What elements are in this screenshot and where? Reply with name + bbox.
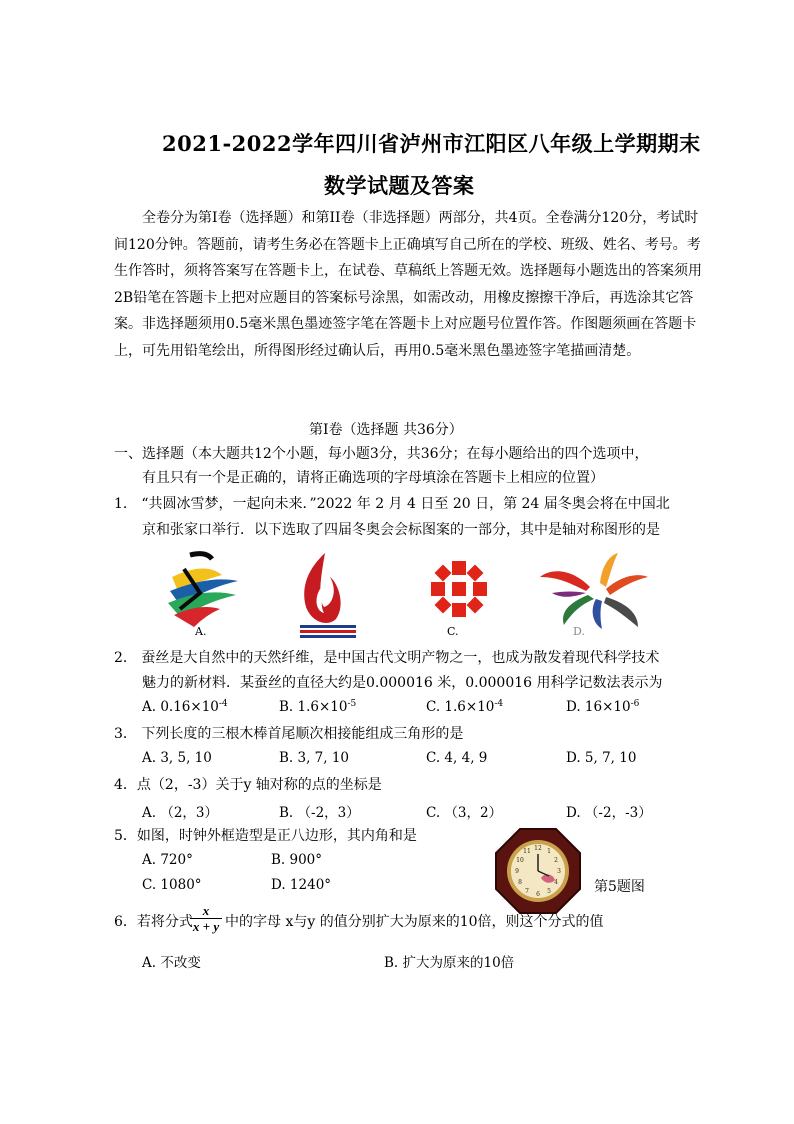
q3-option-a: A. 3, 5, 10 (142, 750, 212, 766)
part1-heading: 第I卷（选择题 共36分） (309, 422, 463, 438)
q1-stem-line2: 京和张家口举行．以下选取了四届冬奥会会标图案的一部分，其中是轴对称图形的是 (142, 522, 660, 538)
q5-option-c: C. 1080° (142, 877, 202, 893)
q6-fraction (190, 904, 222, 933)
q2-option-b: B. $1.6\times 10^{-5}$ (279, 699, 357, 715)
logo-b-flame (300, 553, 356, 638)
q1-stem-line1: 1． “共圆冰雪梦，一起向未来．”2022 年 2 月 4 日至 20 日，第 24 届冬奥会将在中国北 (114, 496, 670, 512)
logo-c-snowflake (431, 561, 487, 617)
q4-option-b: B. （-2，3） (279, 805, 360, 821)
svg-text:12: 12 (534, 845, 542, 852)
section-heading-line2: 有且只有一个是正确的，请将正确选项的字母填涂在答题卡上相应的位置） (142, 470, 604, 486)
svg-text:3: 3 (557, 868, 561, 875)
q6-stem-suffix: 中的字母 x与y 的值分别扩大为原来的10倍，则这个分式的值 (225, 914, 604, 930)
svg-text:10: 10 (516, 857, 524, 864)
q6-stem-prefix: 6．若将分式 (114, 914, 193, 930)
svg-text:9: 9 (515, 868, 519, 875)
exam-instructions: 全卷分为第I卷（选择题）和第II卷（非选择题）两部分，共4页。全卷满分120分，考试时间120分钟。答题前，请考生务必在答题卡上正确填写自己所在的学校、班级、姓名、考号。考生作答时，须将答案写在答题卡上，在试卷、草稿纸上答题无效。选择题每小题选出的答案须用2B铅笔在答题卡上把对应题目的答案标号涂黑，如需改动，用橡皮擦擦干净后，再选涂其它答案。非选择题须用0.5毫米黑色墨迹签字笔在答题卡上对应题号位置作答。作图题须画在答题卡上，可先用铅笔绘出，所得图形经过确认后，再用0.5毫米黑色墨迹签字笔描画清楚。 (114, 210, 702, 359)
logo-a-beijing-ribbon (168, 554, 238, 627)
svg-text:6: 6 (536, 891, 540, 898)
q4-option-d: D. （-2，-3） (566, 805, 652, 821)
q1-option-c-label: C. (447, 625, 459, 638)
q4-option-c: C. （3，2） (426, 805, 503, 821)
q6-fraction-denominator: x + y (192, 919, 220, 934)
q2-stem-line1: 2． 蚕丝是大自然中的天然纤维，是中国古代文明产物之一，也成为散发着现代科学技术 (114, 650, 660, 666)
q4-stem: 4．点（2，-3）关于y 轴对称的点的坐标是 (114, 777, 382, 793)
q6-option-a: A. 不改变 (142, 955, 201, 971)
q6-option-b: B. 扩大为原来的10倍 (384, 955, 515, 971)
q2-stem-line2: 魅力的新材料．某蚕丝的直径大约是0.000016 米，0.000016 用科学记数法表示为 (142, 675, 663, 691)
section-heading-line1: 一、选择题（本大题共12个小题，每小题3分，共36分；在每小题给出的四个选项中， (114, 446, 649, 462)
logo-d-flower (540, 553, 648, 629)
svg-text:5: 5 (547, 888, 551, 895)
q5-option-b: B. 900° (271, 852, 323, 868)
svg-text:11: 11 (523, 848, 531, 855)
q3-option-d: D. 5, 7, 10 (566, 750, 637, 766)
q5-stem: 5．如图，时钟外框造型是正八边形，其内角和是 (114, 828, 417, 844)
q6-fraction-numerator: x (202, 903, 210, 918)
q2-option-d: D. $16\times 10^{-6}$ (566, 699, 640, 715)
q5-figure-caption: 第5题图 (594, 879, 645, 895)
page-title-line2: 数学试题及答案 (324, 173, 475, 198)
q3-stem: 3． 下列长度的三根木棒首尾顺次相接能组成三角形的是 (114, 726, 464, 742)
svg-text:4: 4 (554, 879, 558, 886)
q1-option-d-label: D. (573, 625, 585, 638)
octagon-clock-figure (495, 828, 581, 914)
q2-option-c: C. $1.6\times 10^{-4}$ (426, 699, 504, 715)
svg-text:1: 1 (547, 848, 551, 855)
q1-option-a-label: A. (195, 625, 207, 638)
page-title-line1: 2021-2022学年四川省泸州市江阳区八年级上学期期末 (162, 131, 701, 156)
svg-text:8: 8 (518, 879, 522, 886)
q3-option-c: C. 4, 4, 9 (426, 750, 488, 766)
q3-option-b: B. 3, 7, 10 (279, 750, 350, 766)
q5-option-d: D. 1240° (271, 877, 332, 893)
q5-option-a: A. 720° (142, 852, 193, 868)
q2-option-a: A. $0.16\times 10^{-4}$ (142, 699, 228, 715)
winter-olympics-logos-figure (160, 547, 660, 639)
svg-text:2: 2 (554, 857, 558, 864)
svg-text:7: 7 (525, 888, 529, 895)
q4-option-a: A. （2，3） (142, 805, 219, 821)
